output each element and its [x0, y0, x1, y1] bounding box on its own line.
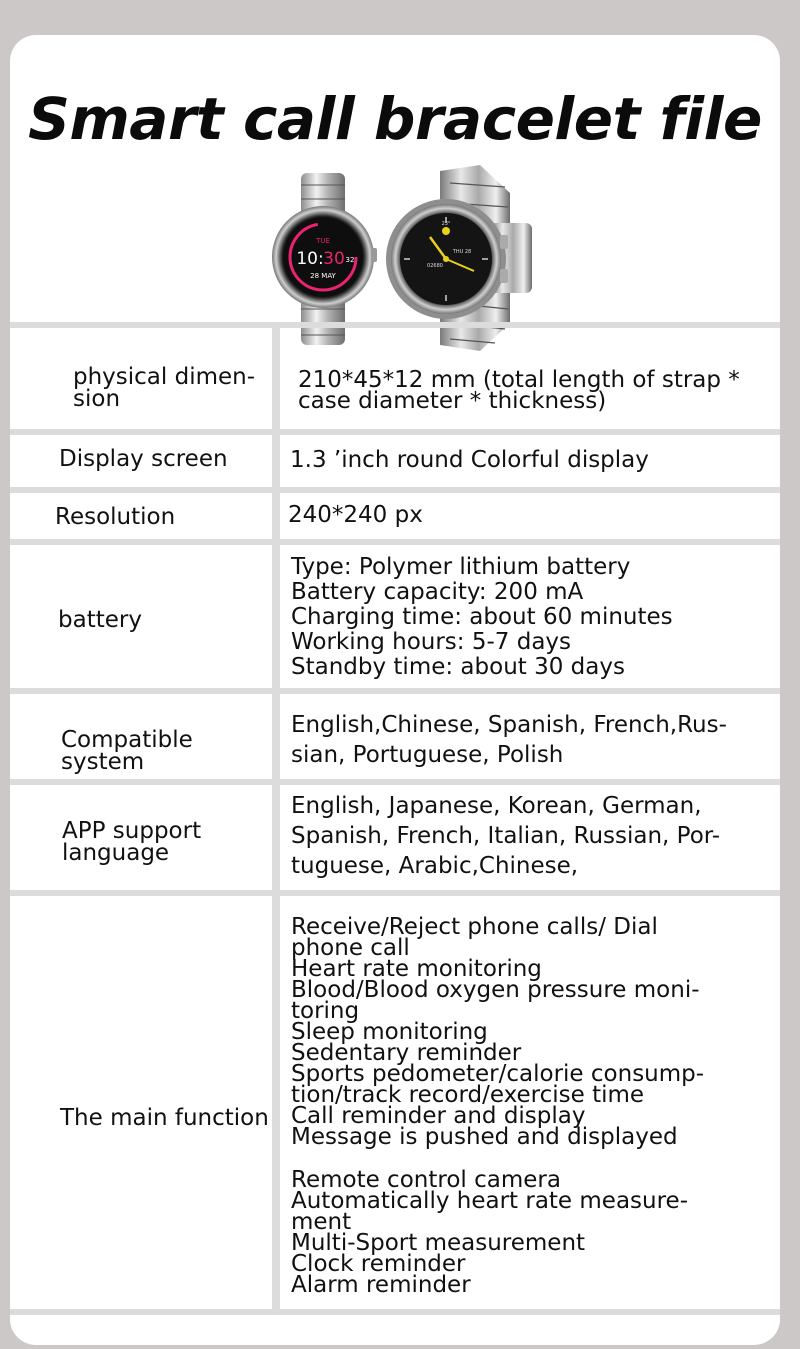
table-rule — [10, 1309, 780, 1315]
svg-text:10:: 10: — [296, 249, 324, 269]
svg-text:23°: 23° — [441, 221, 451, 227]
svg-text:28 MAY: 28 MAY — [310, 272, 336, 280]
spec-label: physical dimen- sion — [73, 364, 256, 412]
spec-value: English, Japanese, Korean, German, Spanish, French, Italian, Russian, Por- tuguese, Arabic,Chinese, — [291, 793, 721, 879]
svg-text:TUE: TUE — [316, 237, 330, 245]
spec-label: The main function — [60, 1105, 269, 1131]
table-rule — [10, 890, 780, 896]
spec-label: Display screen — [59, 446, 228, 472]
spec-value: English,Chinese, Spanish, French,Rus- sian, Portuguese, Polish — [291, 712, 727, 768]
svg-text:THU 28: THU 28 — [452, 249, 472, 255]
svg-text:32: 32 — [345, 256, 355, 264]
left-watch — [272, 173, 377, 345]
page-title: Smart call bracelet file — [28, 85, 762, 153]
spec-label: Compatible system — [61, 727, 193, 775]
table-rule — [10, 779, 780, 785]
table-rule — [10, 487, 780, 493]
table-rule — [10, 429, 780, 435]
spec-value: 240*240 px — [288, 502, 423, 528]
table-rule — [10, 322, 780, 328]
table-rule — [10, 539, 780, 545]
spec-value: 210*45*12 mm (total length of strap * case diameter * thickness) — [298, 367, 740, 414]
spec-label: battery — [58, 607, 142, 633]
table-column-divider — [272, 322, 280, 1315]
svg-text:02680: 02680 — [427, 263, 443, 269]
spec-label: APP support language — [62, 818, 202, 866]
spec-value: Receive/Reject phone calls/ Dial phone call Heart rate monitoring Blood/Blood oxygen pressure moni- toring Sleep monitoring Sedentary reminder Sports pedometer/calorie consump- tion/track record/exercise time Call reminder and display Message is pushed and displayed Remote control camera Automatically heart rate measure- ment Multi-Sport measurement Clock reminder Alarm reminder — [291, 914, 705, 1298]
spec-value: Type: Polymer lithium battery Battery capacity: 200 mA Charging time: about 60 minutes Working hours: 5-7 days Standby time: about 30 days — [291, 554, 673, 680]
svg-text:30: 30 — [323, 249, 345, 269]
table-rule — [10, 688, 780, 694]
spec-label: Resolution — [55, 504, 176, 530]
spec-value: 1.3 ’inch round Colorful display — [290, 447, 649, 473]
